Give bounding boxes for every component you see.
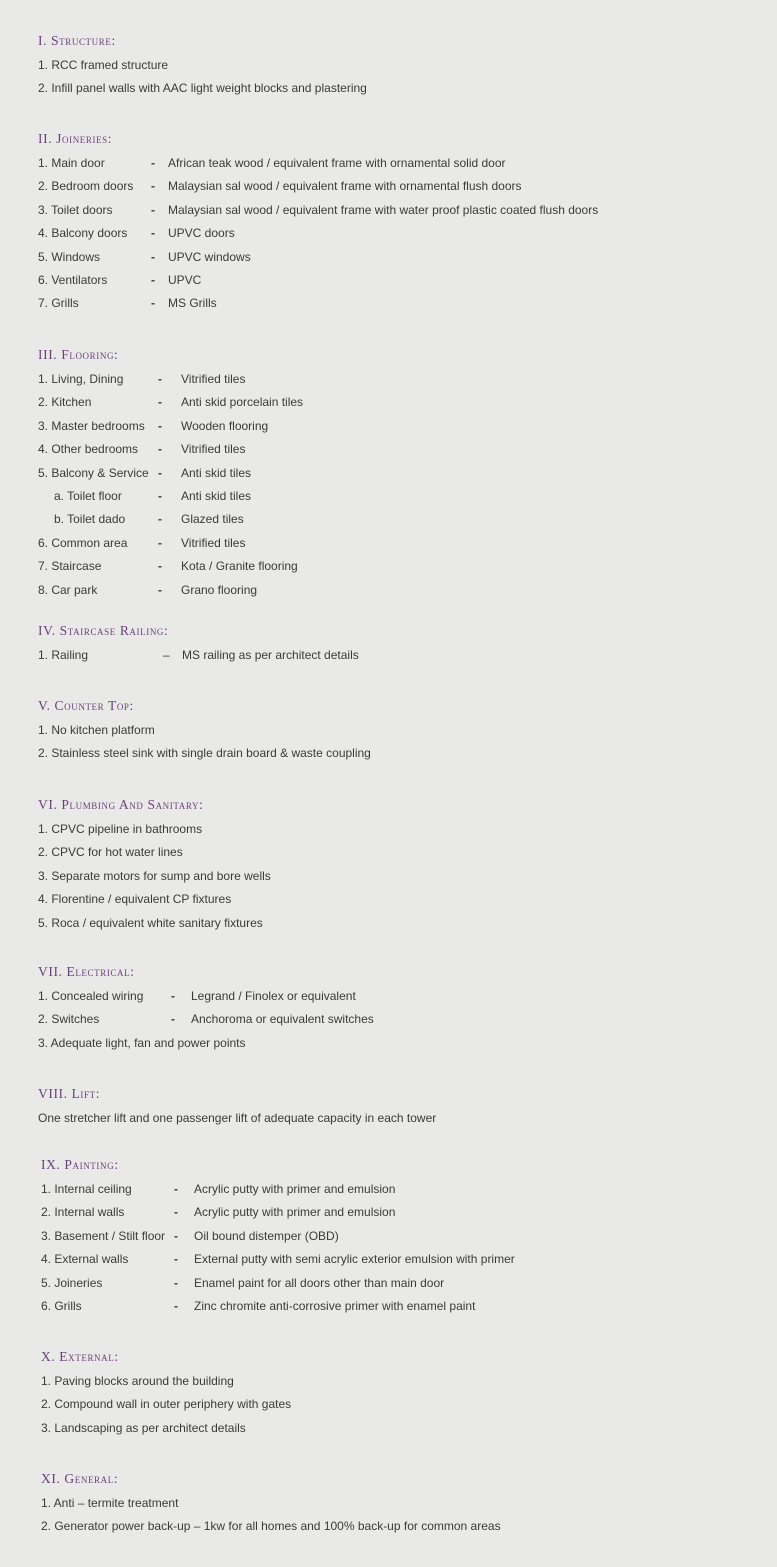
list-item: 3. Landscaping as per architect details: [41, 1420, 246, 1435]
section-counter-top: [38, 695, 371, 766]
spec-row: [38, 246, 251, 269]
spec-value: Oil bound distemper (OBD): [194, 1228, 339, 1243]
spec-row: [38, 532, 246, 555]
list-item: 2. Generator power back-up – 1kw for all homes and 100% back-up for common areas: [41, 1519, 501, 1534]
spec-dash: -: [158, 442, 162, 457]
spec-value: UPVC: [168, 272, 202, 287]
section-electrical: [38, 961, 374, 1055]
spec-row: [38, 438, 246, 461]
section-painting: [41, 1154, 515, 1318]
spec-dash: -: [151, 249, 155, 264]
spec-dash: -: [174, 1298, 178, 1313]
section-heading: VI. Plumbing And Sanitary:: [38, 797, 204, 812]
spec-row: [38, 199, 599, 222]
spec-value: Vitrified tiles: [181, 372, 246, 386]
spec-row: [41, 1178, 396, 1201]
spec-value: Zinc chromite anti-corrosive primer with enamel paint: [194, 1298, 476, 1313]
spec-dash: -: [151, 296, 155, 311]
spec-row: [38, 985, 356, 1008]
list-item: 3. Separate motors for sump and bore wells: [38, 868, 271, 883]
spec-value: External putty with semi acrylic exterior emulsion with primer: [194, 1252, 515, 1267]
spec-value: Anti skid porcelain tiles: [181, 395, 304, 410]
spec-value: UPVC windows: [168, 249, 251, 264]
spec-value: Kota / Granite flooring: [181, 559, 298, 574]
spec-dash: -: [174, 1275, 178, 1290]
spec-value: African teak wood / equivalent frame with ornamental solid door: [168, 156, 506, 170]
spec-row: [38, 292, 217, 315]
spec-label: 6. Grills: [41, 1298, 82, 1313]
spec-row: [38, 644, 359, 667]
spec-value: MS railing as per architect details: [182, 648, 359, 662]
spec-row: [38, 415, 269, 438]
spec-label: 2. Bedroom doors: [38, 179, 134, 194]
spec-value: Vitrified tiles: [181, 442, 246, 457]
spec-dash: –: [163, 648, 170, 662]
section-plumbing: [38, 794, 271, 935]
spec-row: [41, 1272, 445, 1295]
spec-row: [38, 579, 258, 602]
spec-dash: -: [158, 488, 162, 503]
spec-row: [38, 368, 246, 391]
section-heading: V. Counter Top:: [38, 698, 134, 713]
spec-dash: -: [151, 179, 155, 194]
spec-dash: -: [158, 582, 162, 597]
spec-row: [41, 1295, 476, 1318]
spec-label: 1. Concealed wiring: [38, 989, 144, 1003]
spec-row: [41, 1201, 396, 1224]
spec-label: 7. Grills: [38, 296, 79, 311]
section-heading: VII. Electrical:: [38, 964, 135, 979]
spec-label: 4. Other bedrooms: [38, 442, 139, 457]
spec-label: 4. Balcony doors: [38, 226, 128, 241]
list-item: 4. Florentine / equivalent CP fixtures: [38, 892, 232, 907]
spec-label: 3. Master bedrooms: [38, 418, 145, 433]
spec-row: [38, 508, 244, 531]
spec-value: Vitrified tiles: [181, 535, 246, 550]
spec-value: Acrylic putty with primer and emulsion: [194, 1205, 396, 1220]
spec-row: [38, 555, 298, 578]
spec-row: [38, 1008, 374, 1031]
spec-value: Anti skid tiles: [181, 465, 252, 480]
spec-label: 1. Internal ceiling: [41, 1182, 132, 1196]
spec-dash: -: [158, 395, 162, 410]
spec-value: Anti skid tiles: [181, 488, 252, 503]
spec-dash: -: [158, 512, 162, 527]
list-item: 3. Adequate light, fan and power points: [38, 1035, 246, 1050]
section-lift: [38, 1083, 436, 1130]
spec-row: [38, 175, 522, 198]
spec-label: 2. Kitchen: [38, 395, 92, 410]
spec-value: Glazed tiles: [181, 512, 244, 527]
list-item: 5. Roca / equivalent white sanitary fixtures: [38, 915, 263, 930]
section-external: [41, 1346, 291, 1440]
spec-label: 1. Railing: [38, 648, 89, 662]
list-item: 2. Stainless steel sink with single drain board & waste coupling: [38, 746, 371, 761]
spec-dash: -: [174, 1228, 178, 1243]
spec-value: Grano flooring: [181, 582, 258, 597]
spec-dash: -: [158, 559, 162, 574]
spec-dash: -: [174, 1182, 178, 1196]
spec-value: Anchoroma or equivalent switches: [191, 1012, 374, 1027]
section-heading: VIII. Lift:: [38, 1086, 101, 1101]
spec-dash: -: [158, 535, 162, 550]
spec-dash: -: [151, 272, 155, 287]
spec-label: 7. Staircase: [38, 559, 102, 574]
spec-row: [38, 222, 235, 245]
section-structure: [38, 30, 367, 101]
spec-dash: -: [158, 465, 162, 480]
spec-label: 3. Toilet doors: [38, 202, 113, 217]
spec-label: 5. Windows: [38, 249, 101, 264]
section-general: [41, 1468, 501, 1539]
list-item: 1. Paving blocks around the building: [41, 1374, 234, 1388]
section-heading: III. Flooring:: [38, 347, 119, 362]
section-flooring: [38, 344, 304, 602]
spec-label: a. Toilet floor: [54, 488, 122, 503]
list-item: 1. CPVC pipeline in bathrooms: [38, 822, 203, 836]
spec-dash: -: [151, 156, 155, 170]
spec-label: b. Toilet dado: [54, 512, 126, 527]
spec-label: 5. Joineries: [41, 1275, 103, 1290]
spec-label: 5. Balcony & Service: [38, 465, 149, 480]
spec-value: Malaysian sal wood / equivalent frame with water proof plastic coated flush doors: [168, 202, 599, 217]
spec-dash: -: [151, 202, 155, 217]
spec-dash: -: [158, 372, 162, 386]
spec-value: Wooden flooring: [181, 418, 269, 433]
spec-value: Enamel paint for all doors other than main door: [194, 1275, 445, 1290]
spec-value: Malaysian sal wood / equivalent frame with ornamental flush doors: [168, 179, 522, 194]
list-item: 2. Infill panel walls with AAC light weight blocks and plastering: [38, 81, 367, 96]
spec-label: 8. Car park: [38, 582, 98, 597]
spec-row: [38, 269, 202, 292]
spec-value: UPVC doors: [168, 226, 235, 241]
spec-dash: -: [174, 1252, 178, 1267]
list-item: One stretcher lift and one passenger lift of adequate capacity in each tower: [38, 1111, 437, 1125]
section-staircase-railing: [38, 620, 359, 667]
spec-value: Acrylic putty with primer and emulsion: [194, 1182, 396, 1196]
spec-dash: -: [151, 226, 155, 241]
list-item: 1. No kitchen platform: [38, 723, 155, 737]
list-item: 2. CPVC for hot water lines: [38, 845, 183, 860]
spec-label: 2. Internal walls: [41, 1205, 125, 1220]
spec-value: MS Grills: [168, 296, 217, 311]
section-heading: II. Joineries:: [38, 131, 113, 146]
spec-dash: -: [158, 418, 162, 433]
spec-row: [41, 1248, 515, 1271]
section-heading: X. External:: [41, 1349, 119, 1364]
spec-row: [41, 1225, 339, 1248]
spec-row: [38, 391, 304, 414]
spec-label: 1. Living, Dining: [38, 372, 124, 386]
spec-label: 6. Common area: [38, 535, 128, 550]
section-heading: I. Structure:: [38, 33, 116, 48]
spec-label: 3. Basement / Stilt floor: [41, 1228, 166, 1243]
spec-dash: -: [174, 1205, 178, 1220]
spec-label: 4. External walls: [41, 1252, 129, 1267]
list-item: 1. RCC framed structure: [38, 58, 169, 72]
spec-row: [38, 152, 506, 175]
spec-dash: -: [171, 1012, 175, 1027]
section-joineries: [38, 128, 599, 316]
section-heading: IX. Painting:: [41, 1157, 119, 1172]
spec-dash: -: [171, 989, 175, 1003]
spec-value: Legrand / Finolex or equivalent: [191, 989, 356, 1003]
spec-label: 2. Switches: [38, 1012, 100, 1027]
spec-label: 6. Ventilators: [38, 272, 108, 287]
list-item: 2. Compound wall in outer periphery with gates: [41, 1397, 292, 1412]
list-item: 1. Anti – termite treatment: [41, 1496, 179, 1510]
section-heading: IV. Staircase Railing:: [38, 623, 169, 638]
section-heading: XI. General:: [41, 1471, 119, 1486]
spec-row: [38, 462, 252, 485]
spec-label: 1. Main door: [38, 156, 105, 170]
spec-row: [38, 485, 252, 508]
